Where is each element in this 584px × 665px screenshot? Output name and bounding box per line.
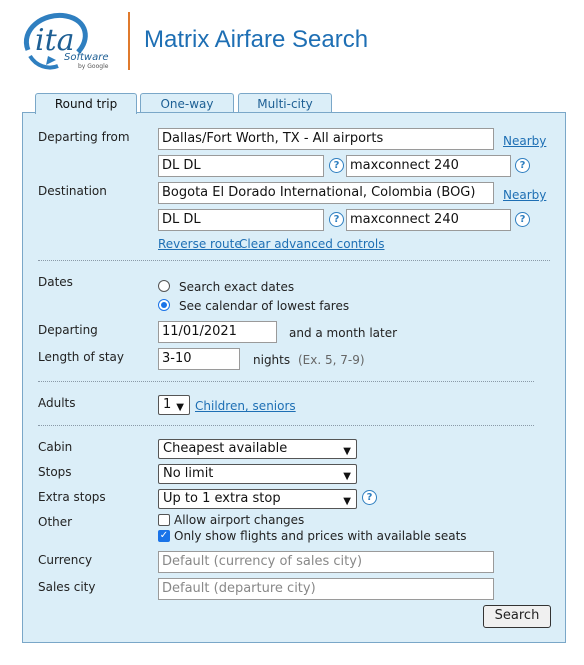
other-label: Other	[38, 515, 73, 529]
search-button[interactable]: Search	[483, 605, 551, 628]
available-seats-checkbox[interactable]: ✓	[159, 530, 169, 541]
svg-text:by Google: by Google	[78, 63, 109, 70]
ita-logo	[18, 10, 138, 75]
destination-nearby-link[interactable]: Nearby	[503, 188, 547, 202]
svg-text:Software: Software	[64, 52, 109, 63]
origin-extension-help-icon[interactable]: ?	[515, 158, 530, 173]
nights-text: nights	[253, 353, 291, 367]
stops-select-value: No limit	[163, 466, 214, 481]
exact-dates-label: Search exact dates	[179, 280, 295, 294]
exact-dates-radio[interactable]	[158, 280, 170, 292]
page-title: Matrix Airfare Search	[144, 26, 369, 53]
origin-input[interactable]: Dallas/Fort Worth, TX - All airports	[158, 128, 494, 150]
departing-date-label: Departing	[38, 323, 98, 337]
dates-label: Dates	[38, 275, 73, 289]
origin-routing-help-icon[interactable]: ?	[329, 158, 344, 173]
destination-routing-help-icon[interactable]: ?	[329, 212, 344, 227]
tab-round-trip[interactable]: Round trip	[35, 93, 137, 114]
chevron-down-icon: ▼	[343, 471, 351, 482]
stops-label: Stops	[38, 465, 72, 479]
adults-select[interactable]	[158, 395, 190, 415]
chevron-down-icon: ▼	[343, 496, 351, 507]
destination-routing-input[interactable]: DL DL	[158, 209, 324, 231]
sales-city-label: Sales city	[38, 580, 96, 594]
extra-stops-label: Extra stops	[38, 490, 106, 504]
clear-advanced-link[interactable]: Clear advanced controls	[239, 237, 385, 251]
calendar-label: See calendar of lowest fares	[179, 299, 350, 313]
stops-select[interactable]	[158, 464, 357, 484]
destination-extension-input[interactable]: maxconnect 240	[346, 209, 511, 231]
section-divider	[38, 260, 550, 261]
svg-text:ita: ita	[35, 23, 75, 58]
cabin-select[interactable]	[158, 439, 357, 459]
allow-airport-changes-checkbox[interactable]	[158, 514, 170, 526]
reverse-route-link[interactable]: Reverse route	[158, 237, 242, 251]
cabin-select-value: Cheapest available	[163, 441, 288, 456]
destination-extension-help-icon[interactable]: ?	[515, 212, 530, 227]
nights-example-text: (Ex. 5, 7-9)	[298, 353, 365, 367]
extra-stops-help-icon[interactable]: ?	[362, 490, 377, 505]
length-of-stay-label: Length of stay	[38, 350, 124, 364]
destination-input[interactable]: Bogota El Dorado International, Colombia (BOG)	[158, 182, 494, 204]
month-later-text: and a month later	[289, 326, 398, 340]
destination-label: Destination	[38, 184, 107, 198]
chevron-down-icon: ▼	[343, 446, 351, 457]
header-divider	[128, 12, 130, 70]
tab-one-way[interactable]: One-way	[140, 93, 234, 113]
adults-label: Adults	[38, 396, 76, 410]
adults-select-value: 1	[163, 397, 172, 412]
cabin-label: Cabin	[38, 440, 73, 454]
section-divider	[38, 425, 534, 426]
available-seats-label: Only show flights and prices with available seats	[174, 529, 467, 543]
departing-from-label: Departing from	[38, 130, 130, 144]
currency-input[interactable]: Default (currency of sales city)	[158, 551, 494, 573]
children-seniors-link[interactable]: Children, seniors	[195, 399, 296, 413]
currency-label: Currency	[38, 553, 93, 567]
extra-stops-select-value: Up to 1 extra stop	[163, 491, 281, 506]
length-of-stay-input[interactable]: 3-10	[158, 348, 240, 370]
origin-nearby-link[interactable]: Nearby	[503, 134, 547, 148]
allow-airport-changes-label: Allow airport changes	[174, 513, 305, 527]
section-divider	[38, 381, 534, 382]
origin-routing-input[interactable]: DL DL	[158, 155, 324, 177]
sales-city-input[interactable]: Default (departure city)	[158, 578, 494, 600]
departing-date-input[interactable]: 11/01/2021	[158, 321, 277, 343]
extra-stops-select[interactable]	[158, 489, 357, 509]
tab-multi-city[interactable]: Multi-city	[238, 93, 332, 113]
calendar-radio[interactable]	[158, 299, 170, 311]
origin-extension-input[interactable]: maxconnect 240	[346, 155, 511, 177]
chevron-down-icon: ▼	[176, 402, 184, 413]
